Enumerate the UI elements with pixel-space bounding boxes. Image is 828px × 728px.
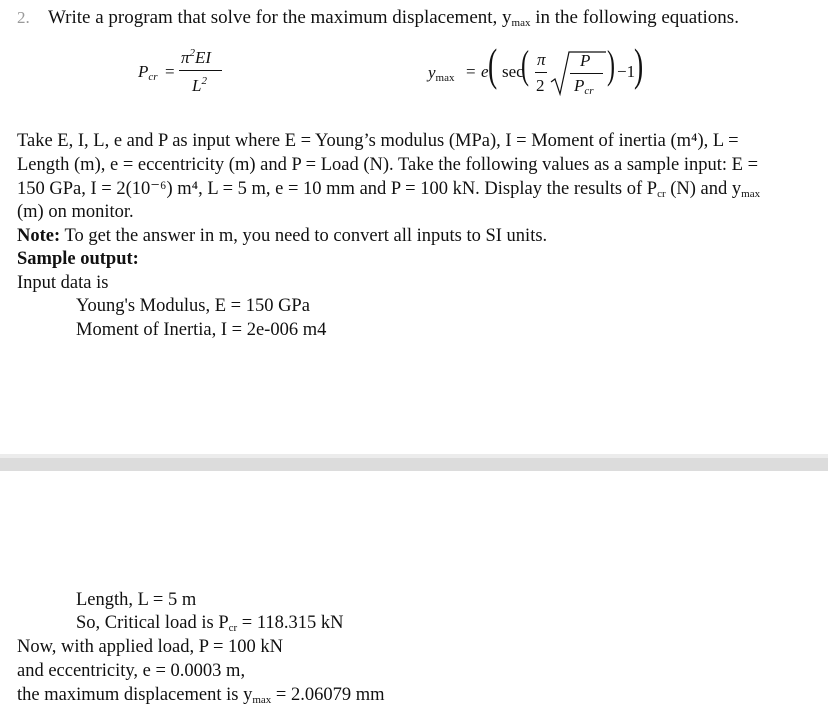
ymax-P: P xyxy=(580,51,591,70)
note-label: Note: xyxy=(17,226,61,246)
pcr-fraction-bar xyxy=(179,70,222,71)
pcr-equals: = xyxy=(165,62,175,81)
ymax-minus-one: −1 xyxy=(617,62,636,81)
title-text-pre: Write a program that solve for the maximum displacement, xyxy=(48,7,503,28)
inner-left-paren: ( xyxy=(521,42,529,87)
title-text-post: in the following equations. xyxy=(530,7,739,28)
title-y-sub: max xyxy=(511,17,531,29)
pcr-numerator: $\pi^2EI$ xyxy=(181,47,212,67)
note-text: To get the answer in m, you need to convert all inputs to SI units. xyxy=(60,226,548,246)
ymax-sec: sec xyxy=(502,62,524,81)
input-data-line: Input data is xyxy=(17,273,109,293)
ymax-lhs: $y_{max}$ xyxy=(428,63,455,84)
ymax-equals: = xyxy=(466,62,476,81)
moment-of-inertia-line: Moment of Inertia, I = 2e-006 m4 xyxy=(76,320,327,340)
question-title xyxy=(48,7,739,29)
p-over-pcr-bar xyxy=(570,73,603,74)
outer-left-paren: ( xyxy=(488,39,498,90)
ymax-pi: π xyxy=(537,50,546,69)
ymax-Pcr: $P_{cr}$ xyxy=(574,76,594,97)
pcr-denominator: $L^2$ xyxy=(192,75,207,95)
page-divider-highlight xyxy=(0,454,828,458)
length-line: Length, L = 5 m xyxy=(76,590,197,610)
question-number: 2. xyxy=(17,8,30,27)
pi-over-2-bar xyxy=(535,72,547,73)
inner-right-paren: ) xyxy=(607,42,615,87)
title-y: y xyxy=(502,7,512,28)
max-displacement-line: the maximum displacement is $y_{max} = 2.06079$ mm xyxy=(17,685,385,706)
body-line-3: 150 GPa, I = 2(10⁻⁶) m⁴, L = 5 m, e = 10 mm and P = 100 kN. Display the results of $P_{cr}$ (N) and $y_{max}$ xyxy=(17,179,761,200)
body-line-2: Length (m), e = eccentricity (m) and P = Load (N). Take the following values as a sample input: E = xyxy=(17,155,759,175)
ymax-e: e xyxy=(481,62,489,81)
ymax-two: 2 xyxy=(536,76,545,95)
pcr-lhs: $P_{cr}$ xyxy=(138,62,158,83)
eccentricity-line: and eccentricity, e = 0.0003 m, xyxy=(17,661,246,681)
applied-load-line: Now, with applied load, P = 100 kN xyxy=(17,637,283,657)
body-line-1: Take E, I, L, e and P as input where E = Young’s modulus (MPa), I = Moment of inertia (m⁴), L = xyxy=(17,131,739,151)
sample-output-heading: Sample output: xyxy=(17,249,139,269)
note-line xyxy=(17,225,547,249)
body-line-4: (m) on monitor. xyxy=(17,202,134,222)
critical-load-line: So, Critical load is $P_{cr} = 118.315$ kN xyxy=(76,613,344,634)
outer-right-paren: ) xyxy=(634,39,644,90)
youngs-modulus-line: Young's Modulus, E = 150 GPa xyxy=(76,296,310,316)
